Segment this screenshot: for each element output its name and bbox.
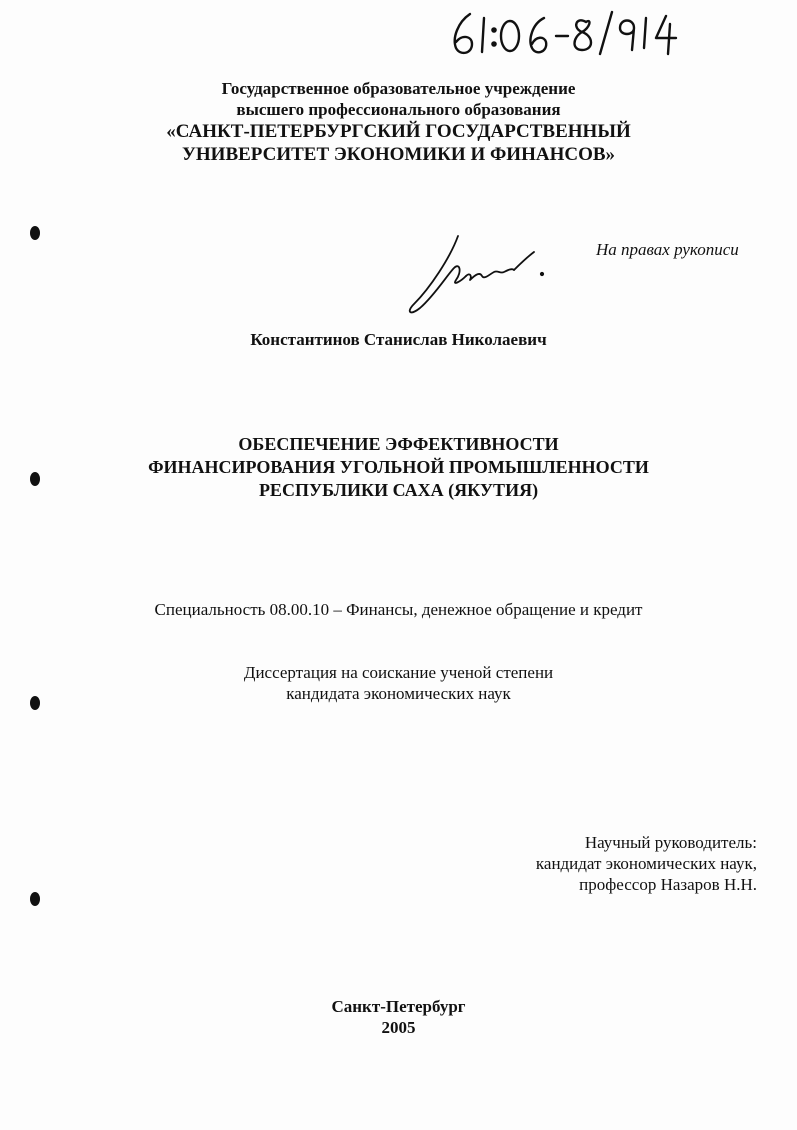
- supervisor-line-2: кандидат экономических наук,: [535, 854, 757, 873]
- year: 2005: [381, 1018, 416, 1037]
- binding-hole-mark: [30, 892, 40, 906]
- title-line-2: ФИНАНСИРОВАНИЯ УГОЛЬНОЙ ПРОМЫШЛЕННОСТИ: [148, 457, 649, 477]
- city: Санкт-Петербург: [331, 997, 466, 1016]
- handwritten-archive-code: [440, 8, 690, 60]
- rights-note: На правах рукописи: [596, 240, 739, 259]
- place-and-year: [0, 996, 797, 1038]
- supervisor-line-1: Научный руководитель:: [584, 833, 757, 852]
- institution-line-3: «САНКТ-ПЕТЕРБУРГСКИЙ ГОСУДАРСТВЕННЫЙ: [166, 121, 631, 142]
- degree-line-1: Диссертация на соискание ученой степени: [243, 663, 554, 682]
- title-line-1: ОБЕСПЕЧЕНИЕ ЭФФЕКТИВНОСТИ: [238, 434, 559, 454]
- title-line-3: РЕСПУБЛИКИ САХА (ЯКУТИЯ): [258, 480, 539, 500]
- supervisor-line-3: профессор Назаров Н.Н.: [579, 875, 757, 894]
- author-signature: [400, 228, 550, 318]
- author-name: Константинов Станислав Николаевич: [250, 330, 547, 349]
- degree-statement: [0, 662, 797, 704]
- degree-line-2: кандидата экономических наук: [286, 684, 511, 703]
- institution-header: [0, 78, 797, 166]
- institution-line-2: высшего профессионального образования: [236, 100, 561, 119]
- binding-hole-mark: [30, 226, 40, 240]
- institution-line-4: УНИВЕРСИТЕТ ЭКОНОМИКИ И ФИНАНСОВ»: [181, 144, 616, 165]
- dissertation-title: [0, 433, 797, 502]
- specialty-line: Специальность 08.00.10 – Финансы, денежное обращение и кредит: [154, 600, 643, 619]
- supervisor-block: [536, 832, 757, 895]
- institution-line-1: Государственное образовательное учреждение: [221, 79, 576, 98]
